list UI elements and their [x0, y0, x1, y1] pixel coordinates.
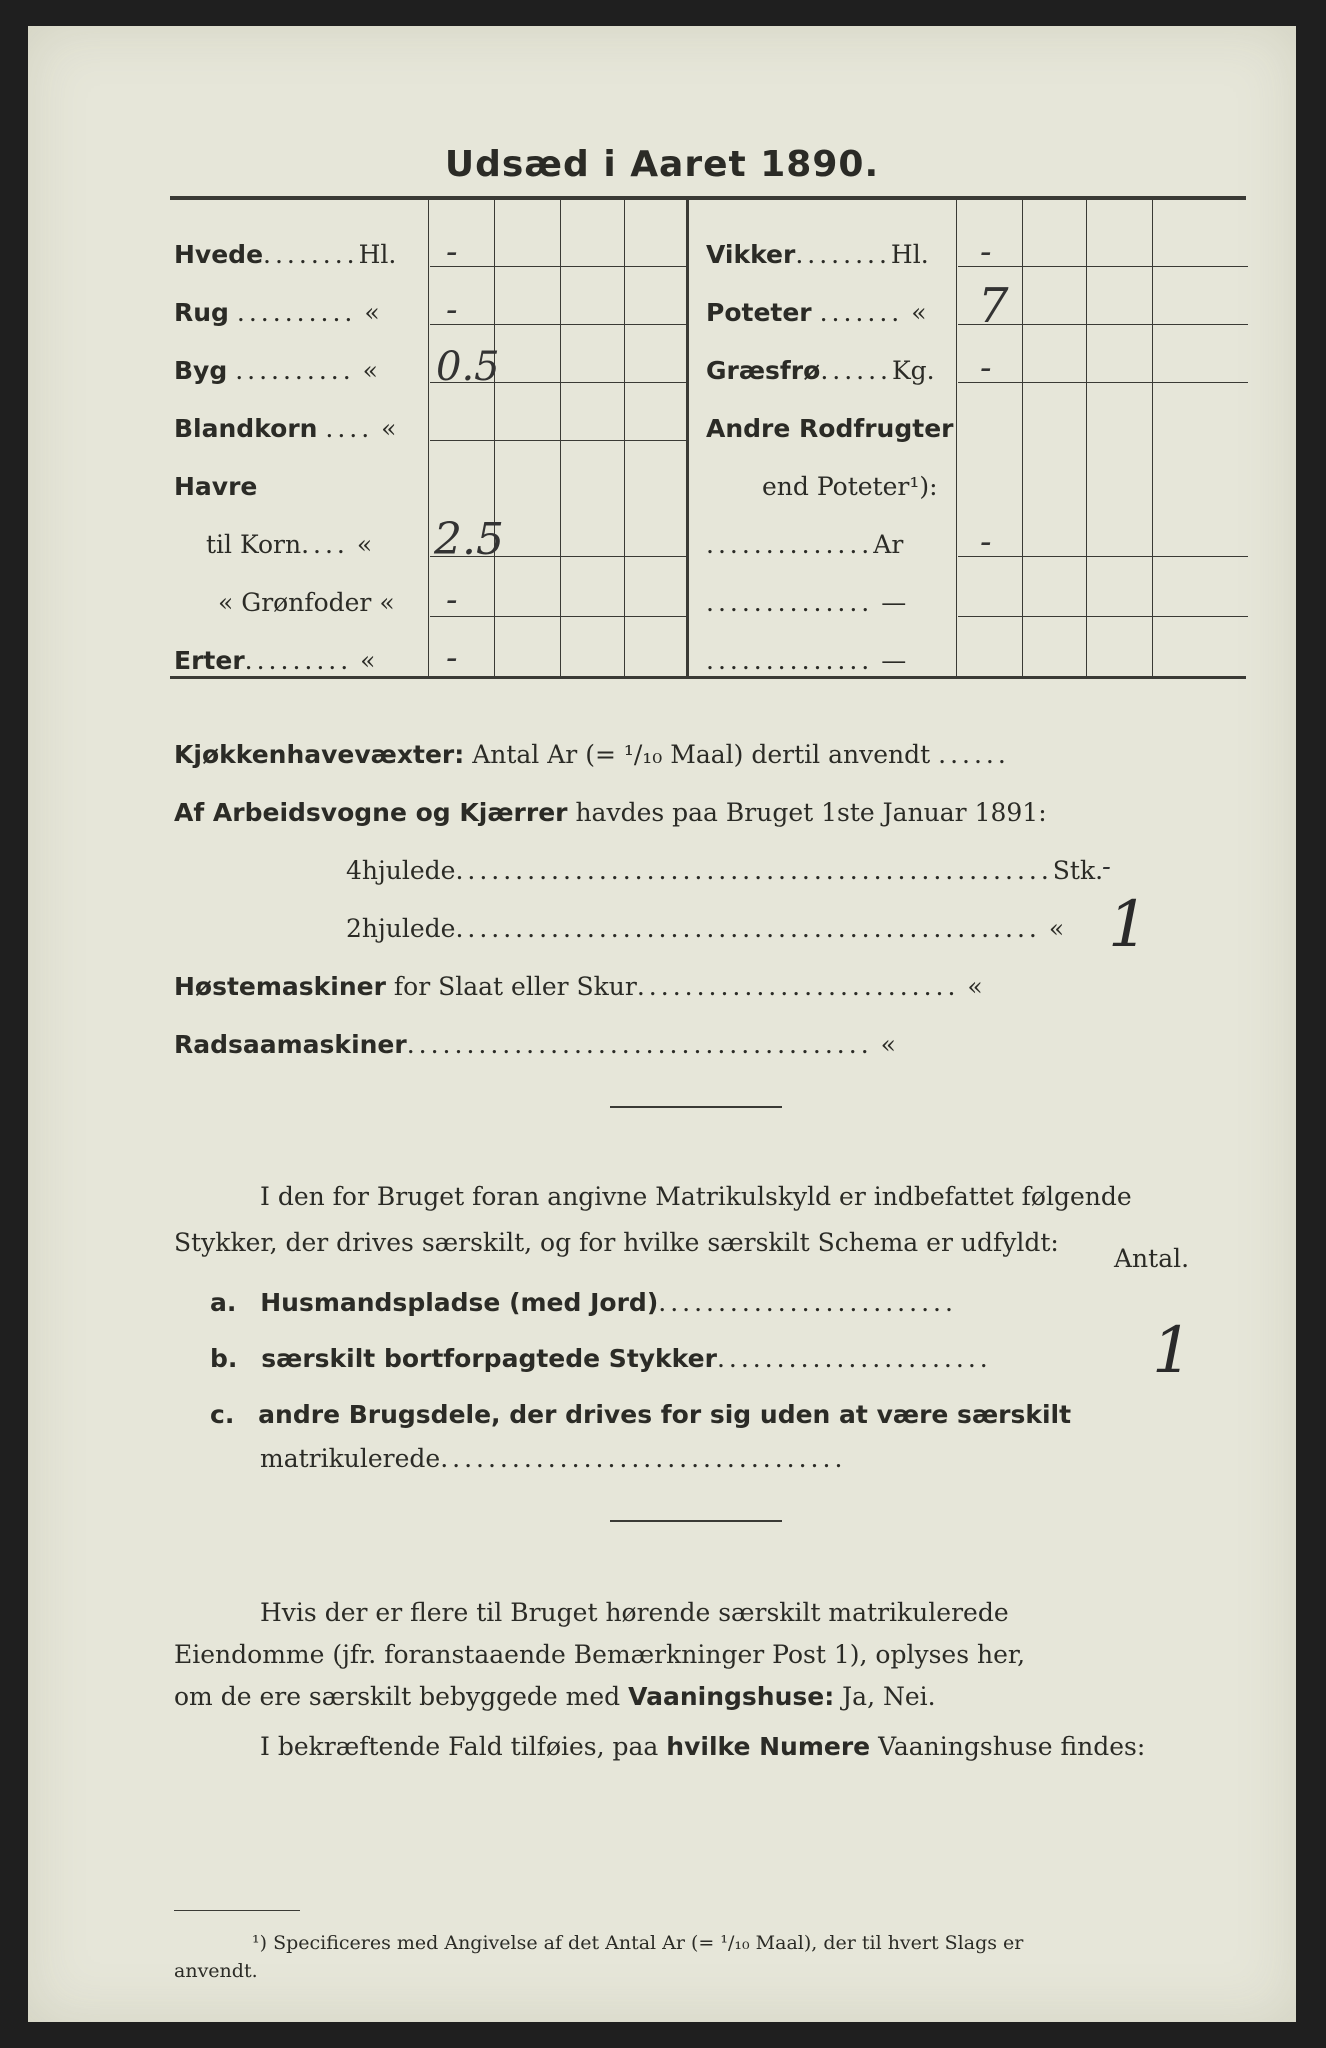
col-rule [560, 198, 561, 676]
arbeidsvogne-line [174, 798, 1047, 827]
value-byg: 0.5 [436, 344, 500, 390]
row-rule [430, 616, 686, 617]
footnote-line2: anvendt. [174, 1960, 258, 1982]
value-vikker: - [980, 232, 992, 272]
col-rule [1152, 198, 1153, 676]
row-rule [958, 382, 1248, 383]
hjul2-unit: « [1048, 914, 1065, 943]
row-gronfoder [218, 588, 395, 617]
row-hvede [174, 240, 396, 269]
col-rule [624, 198, 625, 676]
row-andre-rodfrugter: Andre Rodfrugter [706, 414, 954, 443]
hvis-line4 [260, 1732, 1145, 1761]
hjul2-line [346, 914, 1064, 943]
hvis-text: I bekræftende Fald tilføies, paa [260, 1732, 659, 1761]
row-erter [174, 646, 375, 675]
hoste-label: Høstemaskiner [174, 972, 386, 1001]
row-dots: .... [301, 530, 349, 559]
item-letter: c. [210, 1400, 235, 1429]
row-rule [958, 556, 1248, 557]
value-graesfro: - [980, 348, 992, 388]
row-unit: « [379, 588, 395, 617]
item-dots: .................................. [440, 1444, 847, 1473]
row-dots: ...... [820, 356, 892, 385]
value-poteter: 7 [978, 278, 1009, 334]
kjokkenhave-line [174, 740, 1010, 769]
hvis-line3 [174, 1682, 936, 1711]
separator-1 [610, 1106, 782, 1108]
row-label: Havre [174, 472, 258, 501]
hjul4-unit: Stk. [1052, 856, 1104, 885]
item-text: matrikulerede [260, 1444, 441, 1473]
row-dots: .............. [706, 530, 874, 559]
hjul2-dots: ................................................. [455, 914, 1041, 943]
row-label: « Grønfoder [218, 588, 372, 617]
value-hvede: - [446, 232, 458, 272]
row-dots: ......... [244, 646, 353, 675]
hvis-bold: Vaaningshuse: [628, 1682, 835, 1711]
table-bottom-rule [170, 676, 1246, 679]
row-label: Byg [174, 356, 228, 385]
row-label: Blandkorn [174, 414, 318, 443]
item-b [210, 1344, 992, 1373]
matrikul-line1: I den for Bruget foran angivne Matrikulskyld er indbefattet følgende [260, 1182, 1132, 1211]
item-c-line2 [260, 1444, 846, 1473]
row-unit: « [362, 356, 378, 385]
table-center-divider [686, 198, 689, 678]
antal-label: Antal. [1114, 1244, 1190, 1273]
row-havre [174, 472, 257, 501]
matrikul-line2: Stykker, der drives særskilt, og for hvilke særskilt Schema er udfyldt: [174, 1228, 1059, 1257]
hjul4-label: 4hjulede [346, 856, 456, 885]
kjokken-text: Antal Ar (= ¹/₁₀ Maal) dertil anvendt [472, 740, 931, 769]
item-c [210, 1400, 1071, 1429]
row-label: til Korn [206, 530, 302, 559]
row-unit: Ar [873, 530, 904, 559]
row-ar [706, 530, 903, 559]
value-erter: - [446, 638, 458, 678]
col-rule [956, 198, 957, 676]
row-unit: Hl. [358, 240, 397, 269]
row-dots: ........ [263, 240, 359, 269]
value-gronfoder: - [446, 580, 458, 620]
row-rug [174, 298, 380, 327]
item-text: særskilt bortforpagtede Stykker [261, 1344, 717, 1373]
radsaa-label: Radsaamaskiner [174, 1030, 407, 1059]
row-blank-1 [706, 588, 906, 617]
value-rug: - [446, 290, 458, 330]
row-unit: « [364, 298, 380, 327]
item-text: andre Brugsdele, der drives for sig uden at være særskilt [258, 1400, 1072, 1429]
item-dots: ....................... [716, 1344, 992, 1373]
row-dots: .......... [235, 356, 355, 385]
value-b: 1 [1152, 1314, 1193, 1388]
row-label: Erter [174, 646, 245, 675]
arbeid-label: Af Arbeidsvogne og Kjærrer [174, 798, 568, 827]
row-label: Græsfrø [706, 356, 821, 385]
row-dots: .............. [706, 646, 874, 675]
row-dots: ....... [819, 298, 904, 327]
item-a [210, 1288, 957, 1317]
hvis-text: om de ere særskilt bebyggede med [174, 1682, 621, 1711]
row-unit: Hl. [890, 240, 929, 269]
row-rule [430, 324, 686, 325]
hvis-text: Vaaningshuse findes: [878, 1732, 1146, 1761]
hvis-line1: Hvis der er flere til Bruget hørende særskilt matrikulerede [260, 1598, 1009, 1627]
row-rule [958, 266, 1248, 267]
row-rule [430, 266, 686, 267]
row-dots: .... [325, 414, 374, 443]
row-til-korn [206, 530, 372, 559]
item-dots: ......................... [658, 1288, 957, 1317]
col-rule [428, 198, 429, 676]
radsaa-dots: ....................................... [406, 1030, 873, 1059]
row-label: Vikker [706, 240, 796, 269]
hvis-bold: hvilke Numere [666, 1732, 871, 1761]
page-title: Udsæd i Aaret 1890. [444, 144, 880, 185]
item-letter: a. [210, 1288, 237, 1317]
row-rule [430, 440, 686, 441]
row-unit: « [911, 298, 927, 327]
separator-2 [610, 1520, 782, 1522]
row-label: Hvede [174, 240, 264, 269]
row-label: Rug [174, 298, 229, 327]
row-unit: « [356, 530, 373, 559]
row-dots: ........ [795, 240, 891, 269]
form-page [28, 26, 1296, 2022]
radsaamaskiner-line [174, 1030, 896, 1059]
kjokken-dots: ...... [938, 740, 1010, 769]
value-ar: - [980, 522, 992, 562]
row-unit: « [381, 414, 397, 443]
row-unit: « [360, 646, 376, 675]
row-graesfro [706, 356, 935, 385]
value-hjul2: 1 [1108, 888, 1149, 962]
hjul4-dots: .................................................. [455, 856, 1053, 885]
hoste-unit: « [967, 972, 983, 1001]
col-rule [494, 198, 495, 676]
row-rule [958, 616, 1248, 617]
row-unit: — [881, 646, 907, 675]
row-blank-2 [706, 646, 906, 675]
hvis-line2: Eiendomme (jfr. foranstaaende Bemærkninger Post 1), oplyses her, [174, 1640, 1026, 1669]
hvis-text: Ja, Nei. [842, 1682, 936, 1711]
row-blandkorn [174, 414, 396, 443]
hoste-dots: ........................... [636, 972, 960, 1001]
hjul4-line [346, 856, 1103, 885]
row-end-poteter: end Poteter¹): [762, 472, 938, 501]
radsaa-unit: « [880, 1030, 896, 1059]
value-hjul4: - [1102, 852, 1111, 882]
kjokken-label: Kjøkkenhavevæxter: [174, 740, 465, 769]
row-dots: .............. [706, 588, 874, 617]
col-rule [1086, 198, 1087, 676]
row-label: Poteter [706, 298, 812, 327]
footnote-rule [174, 1910, 300, 1911]
table-top-rule [170, 196, 1246, 200]
col-rule [1022, 198, 1023, 676]
value-til-korn: 2.5 [434, 514, 504, 565]
item-text: Husmandspladse (med Jord) [260, 1288, 659, 1317]
row-poteter [706, 298, 926, 327]
row-unit: Kg. [892, 356, 935, 385]
arbeid-text: havdes paa Bruget 1ste Januar 1891: [575, 798, 1047, 827]
item-letter: b. [210, 1344, 238, 1373]
row-byg [174, 356, 378, 385]
hostemaskiner-line [174, 972, 983, 1001]
row-unit: — [881, 588, 907, 617]
hoste-text: for Slaat eller Skur [393, 972, 637, 1001]
footnote-line1: ¹) Specificeres med Angivelse af det Antal Ar (= ¹/₁₀ Maal), der til hvert Slags er [252, 1932, 1024, 1954]
row-vikker [706, 240, 929, 269]
row-dots: .......... [236, 298, 357, 327]
hjul2-label: 2hjulede [346, 914, 456, 943]
